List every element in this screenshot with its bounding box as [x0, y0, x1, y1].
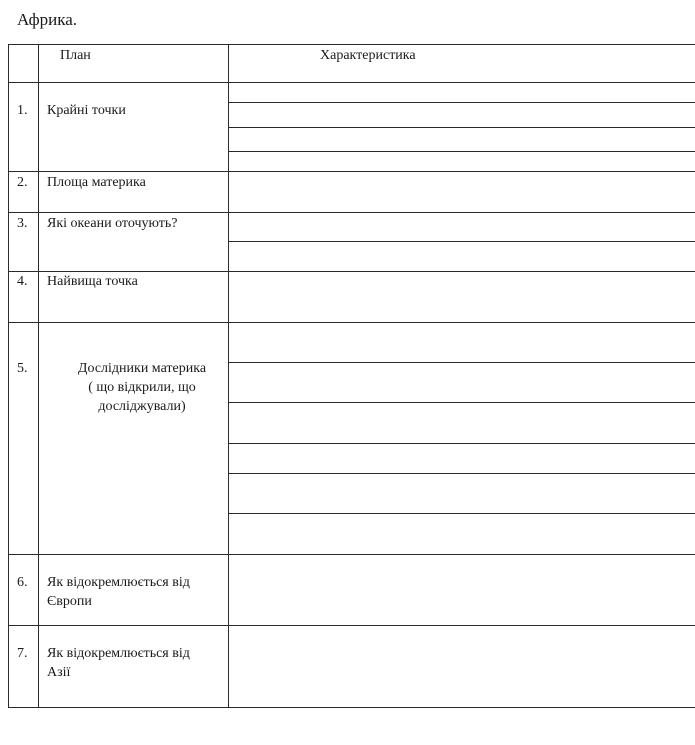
plan-item-explorers-line: досліджували) [98, 399, 186, 414]
plan-item-explorers-line: Дослідники материка [77, 361, 207, 376]
answer-line [228, 513, 695, 514]
answer-line [228, 473, 695, 474]
row-divider [8, 82, 695, 83]
plan-item-separation-europe-line: Як відокремлюється від [47, 575, 190, 590]
table-border-bottom [8, 707, 695, 708]
row-divider [8, 322, 695, 323]
plan-item-separation-europe-line: Європи [47, 594, 92, 609]
answer-line [228, 102, 695, 103]
row-number: 4. [17, 274, 28, 289]
row-number: 2. [17, 175, 28, 190]
row-divider [8, 625, 695, 626]
row-number: 5. [17, 361, 28, 376]
row-divider [8, 554, 695, 555]
table-border-top [8, 44, 695, 45]
answer-line [228, 127, 695, 128]
plan-item-extreme-points: Крайні точки [47, 103, 126, 118]
answer-line [228, 443, 695, 444]
row-number: 3. [17, 216, 28, 231]
row-number: 7. [17, 646, 28, 661]
answer-line [228, 362, 695, 363]
document-title: Африка. [17, 10, 78, 29]
header-characteristic: Характеристика [320, 48, 416, 63]
row-divider [8, 171, 695, 172]
row-number: 6. [17, 575, 28, 590]
plan-table [8, 44, 695, 708]
header-plan: План [60, 48, 91, 63]
plan-item-area: Площа материка [47, 175, 146, 190]
plan-item-explorers-line: ( що відкрили, що [88, 380, 196, 395]
answer-line [228, 241, 695, 242]
plan-item-separation-asia-line: Як відокремлюється від [47, 646, 190, 661]
answer-line [228, 151, 695, 152]
row-divider [8, 212, 695, 213]
plan-item-highest-point: Найвища точка [47, 274, 138, 289]
row-number: 1. [17, 103, 28, 118]
answer-line [228, 402, 695, 403]
plan-item-oceans: Які океани оточують? [47, 216, 178, 231]
table-border-left [8, 44, 9, 708]
column-divider-num [38, 44, 39, 708]
plan-item-separation-asia-line: Азії [47, 665, 71, 680]
